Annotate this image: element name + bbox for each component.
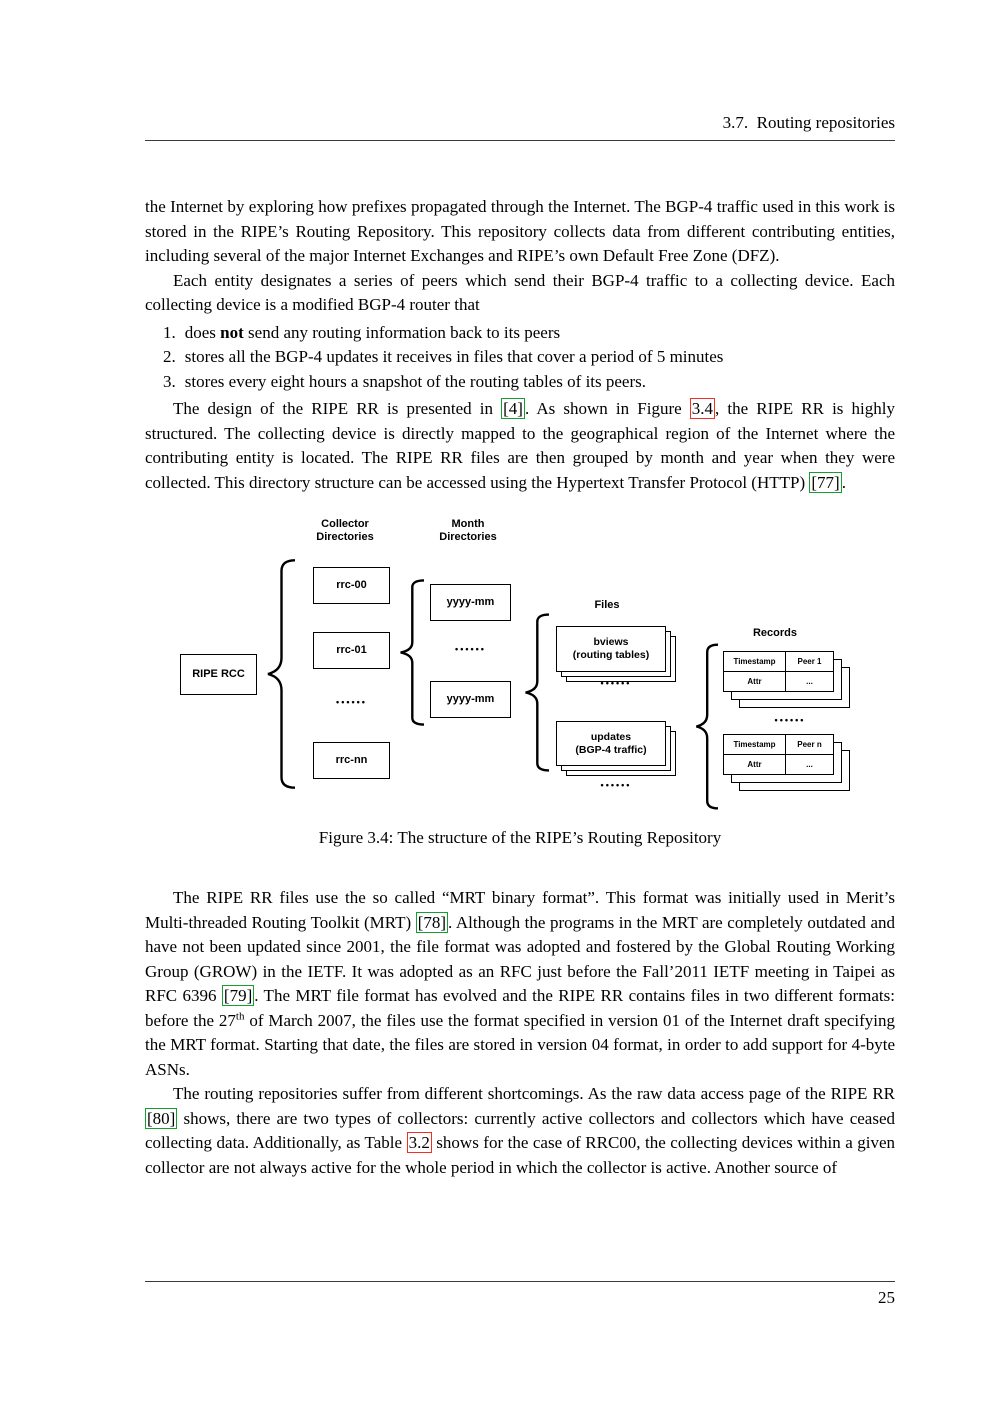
- paragraph-1: [145, 195, 895, 269]
- citation-link-79[interactable]: [79]: [223, 986, 253, 1005]
- node-label: RIPE RCC: [192, 668, 245, 680]
- paragraph-5: [145, 1082, 895, 1180]
- text-run: stores all the BGP-4 updates it receives in files that cover a period of 5 minutes: [184, 347, 724, 366]
- node-label: yyyy-mm: [446, 596, 495, 608]
- figure-reference-link-3-4[interactable]: 3.4: [691, 399, 714, 418]
- numbered-list: [163, 321, 895, 395]
- bviews-box: [556, 626, 666, 672]
- superscript: th: [235, 1009, 245, 1022]
- list-number: 1.: [163, 322, 176, 342]
- rrc-00-box: [313, 567, 390, 604]
- figure-diagram: [145, 516, 895, 812]
- list-item-3: [163, 370, 895, 395]
- files-label: Files: [594, 599, 620, 611]
- node-label: rrc-01: [336, 644, 367, 656]
- node-label: updates: [590, 730, 632, 743]
- text-run: shows for the case of RRC00, the collecting devices within a given collector are not always active for the whole period in which the collector is active. Another source of: [145, 1133, 896, 1177]
- citation-link-4[interactable]: [4]: [503, 399, 523, 418]
- ellipsis-dots: ••••••: [600, 780, 632, 790]
- label-line: Collector: [321, 518, 369, 530]
- ellipsis-dots: ••••••: [336, 697, 367, 707]
- rrc-nn-box: [313, 742, 390, 779]
- text-run: of March 2007, the files use the format specified in version 01 of the Internet draft specifying the MRT format. Starting that date, the files are stored in version 04 format, in order to add support for 4-byte ASNs.: [145, 1010, 895, 1079]
- text-run: the Internet by exploring how prefixes propagated through the Internet. The BGP-4 traffic used in this work is stored in the RIPE’s Routing Repository. This repository collects data from different contributing entities, including several of the major Internet Exchanges and RIPE’s own Default Free Zone (DFZ).: [145, 197, 895, 265]
- text-run: .: [841, 472, 846, 492]
- curly-brace-files: [523, 613, 549, 772]
- text-run: . Although the programs in the MRT are completely outdated and have not been updated since 2001, the file format was adopted and fostered by the Global Routing Working Group (GROW) in the IETF. It was adopted as an RFC just before the Fall’2011 IETF meeting in Taipei as RFC 6396: [145, 912, 895, 1005]
- node-label: yyyy-mm: [446, 693, 495, 705]
- yyyy-mm-box-2: [430, 681, 511, 718]
- node-label: (BGP-4 traffic): [575, 743, 647, 756]
- text-run: stores every eight hours a snapshot of the routing tables of its peers.: [184, 371, 647, 391]
- text-run: does: [184, 322, 221, 342]
- record-cell: Attr: [724, 755, 786, 775]
- records-label: Records: [752, 627, 798, 639]
- paragraph-3: [145, 397, 895, 495]
- list-number: 2.: [163, 347, 176, 366]
- list-item-2: [163, 345, 895, 370]
- node-label: bviews: [593, 636, 629, 648]
- node-label: rrc-nn: [335, 754, 368, 766]
- rrc-01-box: [313, 632, 390, 669]
- text-run: The RIPE RR files use the so called “MRT binary format”. This format was initially used in Merit’s Multi-threaded Routing Toolkit (MRT): [145, 888, 895, 932]
- ellipsis-dots: ••••••: [600, 678, 632, 688]
- record-table-1: [723, 651, 834, 692]
- citation-link-78[interactable]: [78]: [417, 912, 447, 932]
- curly-brace-months: [398, 579, 424, 726]
- text-run: Each entity designates a series of peers which send their BGP-4 traffic to a collecting device. Each collecting device is a modified BGP-4 router that: [145, 270, 895, 314]
- curly-brace-collectors: [265, 558, 295, 790]
- ellipsis-dots: ••••••: [774, 715, 806, 725]
- text-run: The routing repositories suffer from different shortcomings. As the raw data access page of the RIPE RR: [173, 1084, 895, 1103]
- record-cell: ...: [786, 672, 834, 692]
- label-line: Directories: [316, 531, 374, 543]
- record-cell: Timestamp: [724, 735, 786, 755]
- node-label: (routing tables): [572, 649, 650, 661]
- list-item-1: [163, 321, 895, 346]
- text-run: shows, there are two types of collectors: currently active collectors and collectors which have ceased collecting data. Additionally, as Table: [145, 1108, 895, 1152]
- page-footer: [145, 1281, 895, 1308]
- running-head: 3.7. Routing repositories: [722, 113, 895, 132]
- updates-box: [556, 721, 666, 766]
- curly-brace-records: [694, 643, 718, 810]
- record-cell: Timestamp: [724, 652, 786, 672]
- paragraph-4: [145, 886, 895, 1082]
- record-cell: Peer n: [786, 735, 834, 755]
- citation-link-77[interactable]: [77]: [811, 472, 840, 492]
- record-cell: ...: [786, 755, 834, 775]
- citation-link-80[interactable]: [80]: [147, 1108, 176, 1128]
- paragraph-2: [145, 269, 895, 318]
- label-line: Directories: [439, 531, 497, 543]
- record-cell: Peer 1: [786, 652, 834, 672]
- page-content: [145, 195, 895, 1180]
- label-line: Month: [451, 518, 485, 530]
- collector-directories-label: [300, 518, 390, 544]
- record-cell: Attr: [724, 672, 786, 692]
- text-run: . The MRT file format has evolved and the RIPE RR contains files in two different formats: before the 27: [145, 986, 895, 1030]
- text-run: send any routing information back to its peers: [243, 322, 561, 342]
- figure-caption: Figure 3.4: The structure of the RIPE’s Routing Repository: [318, 828, 722, 847]
- bold-text: not: [220, 322, 244, 342]
- list-number: 3.: [163, 371, 176, 391]
- node-label: rrc-00: [336, 579, 367, 591]
- text-run: , the RIPE RR is highly structured. The collecting device is directly mapped to the geographical region of the Internet where the contributing entity is located. The RIPE RR files are then grouped by month and year when they were collected. This directory structure can be accessed using the Hypertext Transfer Protocol (HTTP): [145, 399, 895, 492]
- ripe-rcc-box: [180, 654, 257, 695]
- header-rule: [145, 140, 895, 141]
- month-directories-label: [423, 518, 513, 544]
- text-run: The design of the RIPE RR is presented in: [173, 399, 502, 418]
- record-table-2: [723, 734, 834, 775]
- page-number: 25: [878, 1288, 895, 1307]
- yyyy-mm-box-1: [430, 584, 511, 621]
- text-run: . As shown in Figure: [524, 399, 690, 418]
- table-reference-link-3-2[interactable]: 3.2: [408, 1133, 430, 1152]
- ellipsis-dots: ••••••: [455, 644, 486, 654]
